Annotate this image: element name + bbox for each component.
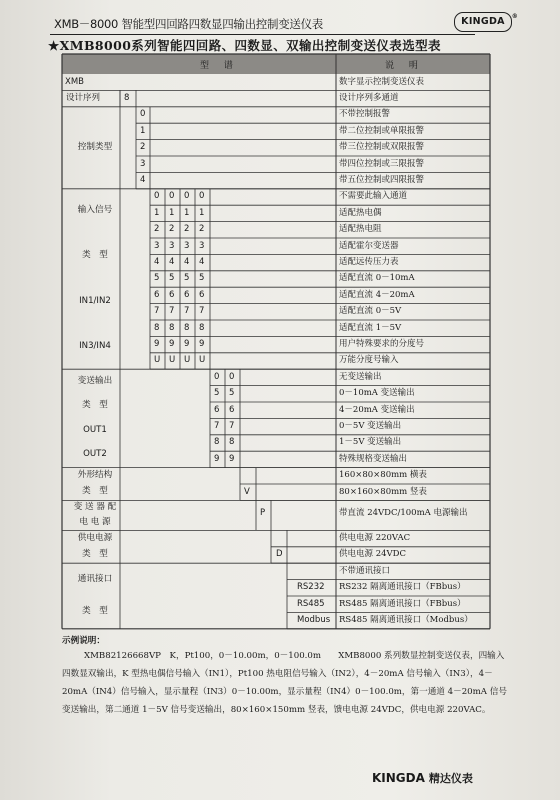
input-code: 8 (169, 322, 175, 333)
table-header-band (62, 54, 490, 74)
output-code: 5 (214, 388, 220, 399)
control-code: 2 (140, 142, 146, 153)
document-title: ★XMB8000系列智能四回路、四数显、双输出控制变送仪表选型表 (48, 38, 441, 53)
input-code: 5 (199, 273, 205, 284)
input-code: 9 (154, 338, 160, 349)
input-code: 9 (199, 338, 205, 349)
footer-brand-tag: 精达仪表 (428, 772, 473, 785)
output-code: 9 (214, 453, 220, 464)
desc-text: 不带通讯接口 (339, 565, 391, 576)
control-code: 1 (140, 125, 146, 136)
example-line: 变送输出，第二通道 1－5V 信号变送输出，80×160×150mm 竖表，馈电电源 24VDC，供电电源 220VAC。 (62, 704, 491, 715)
desc-text: 用户特殊要求的分度号 (339, 338, 425, 349)
input-code: 4 (154, 256, 160, 267)
input-code: 1 (199, 207, 205, 218)
table-head-model: 型 谱 (200, 61, 239, 71)
input-code: 8 (199, 322, 205, 333)
supply-type-label-line: 供电电源 (77, 532, 113, 543)
input-code: U (184, 355, 191, 366)
input-code: U (199, 355, 206, 366)
desc-text: 不需要此输入通道 (339, 191, 408, 202)
input-code: 0 (154, 191, 160, 202)
desc-text: 万能分度号输入 (339, 355, 399, 366)
example-line: 四数显双输出，K 型热电偶信号输入（IN1），Pt100 热电阻信号输入（IN2），4－20mA 信号输入（IN3），4－ (62, 668, 493, 679)
desc-text: 无变送输出 (339, 371, 382, 382)
input-type-label-line: IN3/IN4 (79, 340, 111, 351)
shape-code: V (244, 486, 250, 497)
input-code: U (154, 355, 161, 366)
input-code: 5 (184, 273, 190, 284)
supply-code: D (276, 549, 283, 560)
control-type-label-line: 控制类型 (77, 141, 113, 152)
power-output-label-line: 变 送 器 配 (73, 501, 117, 512)
input-code: 4 (199, 256, 205, 267)
desc-text: 4－20mA 变送输出 (339, 404, 415, 415)
input-code: 7 (184, 306, 190, 317)
desc-text: 适配直流 4－20mA (339, 289, 415, 300)
output-code: 9 (229, 453, 235, 464)
design-series-code: 8 (124, 92, 130, 103)
supply-type-label-line: 类 型 (82, 549, 108, 559)
header-title: XMB－8000 智能型四回路四数显四输出控制变送仪表 (54, 17, 324, 31)
input-type-label-line: 输入信号 (77, 205, 113, 216)
example-line: 20mA（IN4）信号输入，显示量程（IN3）0－10.00m，显示量程（IN4）0－100.0m，第一通道 4－20mA 信号 (62, 686, 507, 697)
input-code: 6 (199, 289, 205, 300)
desc-text: 特殊规格变送输出 (339, 453, 408, 464)
power-output-code: P (260, 508, 266, 519)
desc-text: 带三位控制或双限报警 (339, 142, 425, 153)
output-code: 6 (214, 404, 220, 415)
output-code: 7 (214, 420, 220, 431)
output-type-label-line: 变送输出 (77, 375, 113, 386)
input-code: 3 (199, 240, 205, 251)
desc-text: RS485 隔离通讯接口（FBbus） (339, 598, 466, 609)
desc-text: RS485 隔离通讯接口（Modbus） (339, 614, 473, 625)
desc-text: 不带控制报警 (339, 109, 391, 120)
input-code: 0 (169, 191, 175, 202)
design-series-label: 设计序列 (66, 92, 101, 103)
output-code: 7 (229, 420, 235, 431)
input-code: 0 (184, 191, 190, 202)
input-code: 9 (184, 338, 190, 349)
input-code: U (169, 355, 176, 366)
output-type-label-line: OUT2 (83, 449, 107, 460)
footer-brand-name: KINGDA (372, 771, 425, 785)
input-code: 2 (184, 224, 190, 235)
output-code: 6 (229, 404, 235, 415)
input-code: 0 (199, 191, 205, 202)
desc-text: 适配热电阻 (339, 224, 382, 235)
desc-text: 适配直流 0－5V (339, 306, 402, 317)
input-code: 1 (169, 207, 175, 218)
input-code: 4 (169, 256, 175, 267)
output-code: 5 (229, 388, 235, 399)
comm-type-label-line: 类 型 (82, 606, 108, 617)
desc-text: 数字显示控制变送仪表 (339, 76, 425, 87)
input-code: 5 (154, 273, 160, 284)
input-code: 8 (184, 322, 190, 333)
output-code: 0 (229, 371, 235, 382)
control-code: 4 (140, 174, 146, 185)
input-code: 1 (184, 207, 190, 218)
desc-text: 供电电源 24VDC (339, 549, 406, 560)
comm-code: RS232 (297, 582, 325, 593)
desc-text: 0－5V 变送输出 (339, 420, 402, 431)
desc-text: 适配热电偶 (339, 207, 382, 218)
desc-text: 适配远传压力表 (339, 256, 399, 267)
desc-text: 带二位控制或单限报警 (339, 125, 425, 136)
desc-text: 适配直流 1－5V (339, 322, 402, 333)
output-code: 8 (214, 437, 220, 448)
output-code: 8 (229, 437, 235, 448)
example-line: XMB82126668VP K，Pt100，0－10.00m，0－100.0m XMB8000 系列数显控制变送仪表，四输入 (84, 650, 505, 661)
comm-code: RS485 (297, 598, 325, 609)
control-code: 0 (140, 109, 146, 120)
input-code: 2 (199, 224, 205, 235)
desc-text: 带五位控制或四限报警 (339, 174, 425, 185)
power-output-label-line: 电 电 源 (79, 516, 111, 527)
input-code: 2 (169, 224, 175, 235)
input-code: 7 (199, 306, 205, 317)
desc-text: RS232 隔离通讯接口（FBbus） (339, 582, 466, 593)
input-type-label-line: IN1/IN2 (79, 295, 111, 306)
input-code: 3 (184, 240, 190, 251)
control-code: 3 (140, 158, 146, 169)
input-code: 4 (184, 256, 190, 267)
input-code: 6 (154, 289, 160, 300)
output-type-label-line: OUT1 (83, 424, 107, 435)
input-code: 3 (154, 240, 160, 251)
input-code: 5 (169, 273, 175, 284)
input-code: 1 (154, 207, 160, 218)
desc-text: 带直流 24VDC/100mA 电源输出 (339, 508, 468, 519)
desc-text: 设计序列多通道 (339, 92, 399, 103)
model-prefix: XMB (65, 76, 84, 87)
example-heading: 示例说明： (62, 635, 105, 646)
output-type-label-line: 类 型 (82, 400, 108, 411)
input-code: 8 (154, 322, 160, 333)
input-type-label-line: 类 型 (82, 250, 108, 261)
table-head-desc: 说 明 (385, 61, 424, 71)
footer-brand (372, 770, 473, 786)
input-code: 2 (154, 224, 160, 235)
input-code: 6 (169, 289, 175, 300)
shape-type-label-line: 外形结构 (77, 469, 113, 480)
desc-text: 适配直流 0－10mA (339, 273, 415, 284)
input-code: 3 (169, 240, 175, 251)
desc-text: 供电电源 220VAC (339, 532, 411, 543)
output-code: 0 (214, 371, 220, 382)
input-code: 6 (184, 289, 190, 300)
input-code: 7 (169, 306, 175, 317)
desc-text: 适配霍尔变送器 (339, 240, 399, 251)
desc-text: 80×160×80mm 竖表 (339, 486, 427, 497)
input-code: 7 (154, 306, 160, 317)
desc-text: 160×80×80mm 横表 (339, 470, 427, 481)
comm-type-label-line: 通讯接口 (77, 573, 113, 584)
trademark-mark: ® (511, 13, 518, 20)
brand-logo-text: KINGDA (461, 16, 505, 27)
desc-text: 带四位控制或三限报警 (339, 158, 425, 169)
desc-text: 0－10mA 变送输出 (339, 388, 415, 399)
comm-code: Modbus (297, 614, 331, 625)
desc-text: 1－5V 变送输出 (339, 437, 402, 448)
input-code: 9 (169, 338, 175, 349)
shape-type-label-line: 类 型 (82, 486, 108, 497)
